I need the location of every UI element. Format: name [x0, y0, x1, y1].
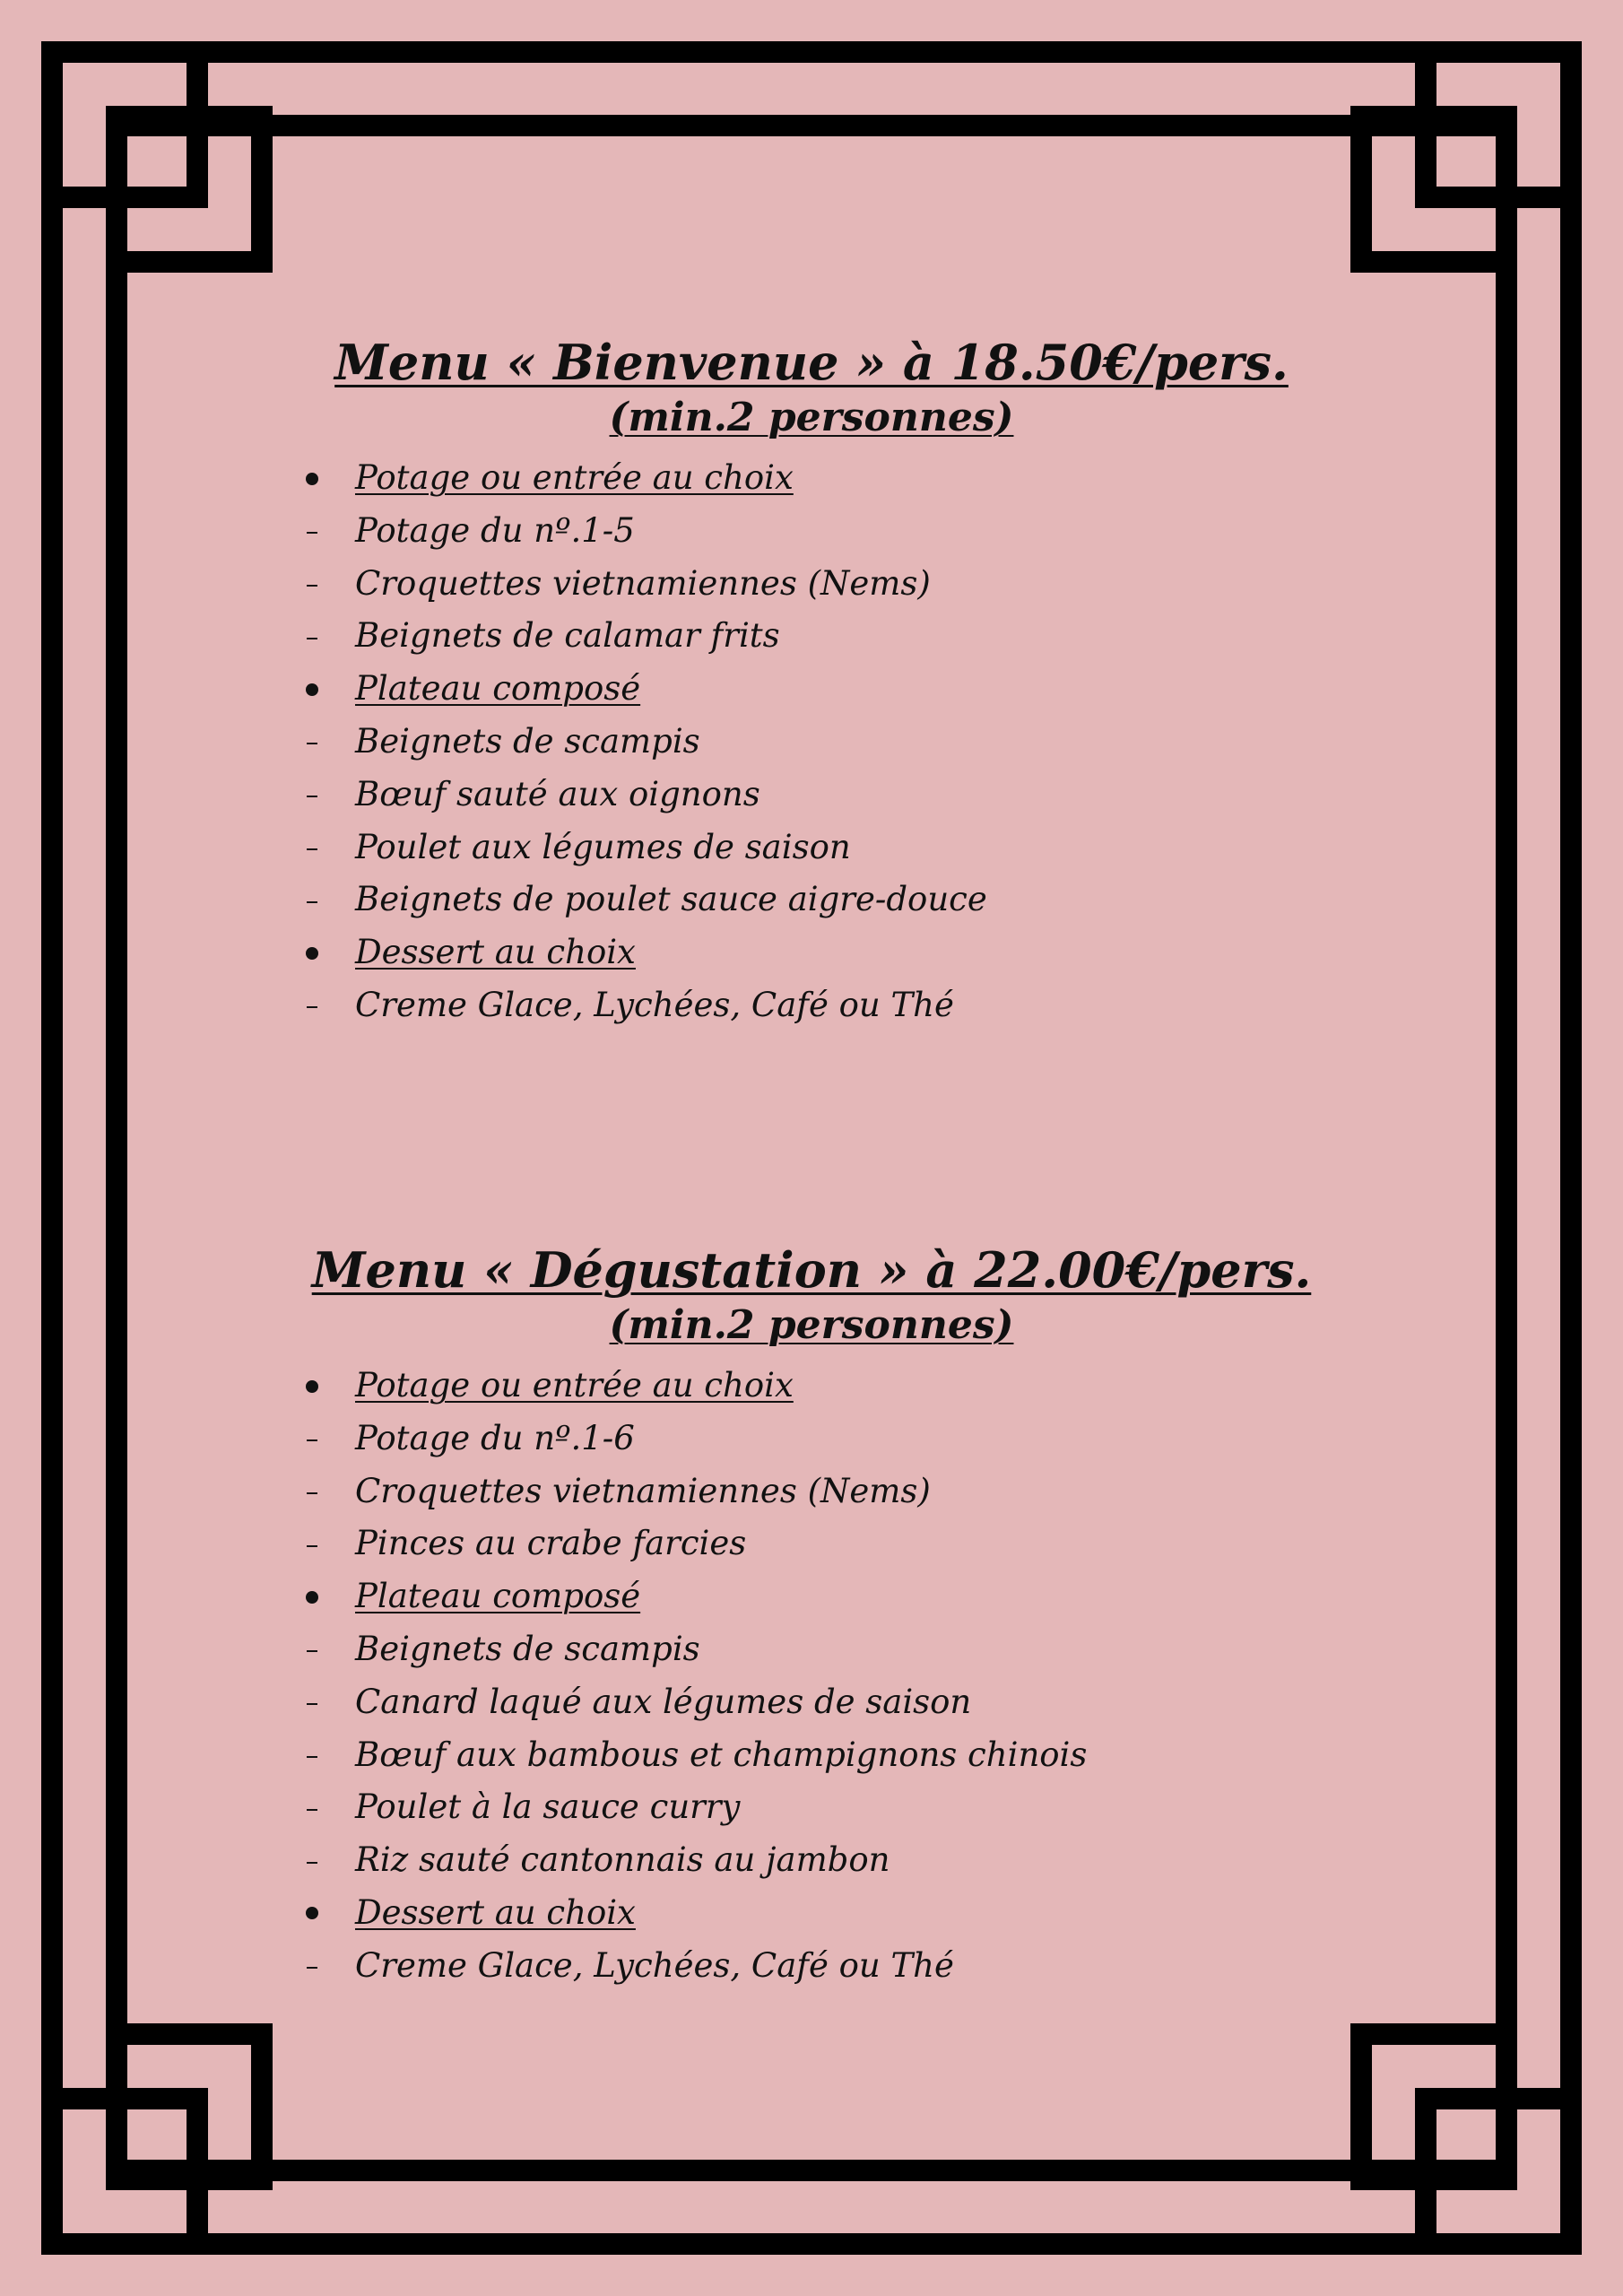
- list-item: Croquettes vietnamiennes (Nems): [0, 1465, 1623, 1518]
- list-item: Poulet à la sauce curry: [0, 1781, 1623, 1834]
- list-item: Plateau composé: [0, 1570, 1623, 1623]
- dash-icon: [301, 822, 323, 874]
- dash-icon: [301, 558, 323, 611]
- list-item: Beignets de calamar frits: [0, 610, 1623, 663]
- dash-icon: [301, 874, 323, 926]
- list-item: Potage ou entrée au choix: [0, 1360, 1623, 1413]
- bullet-icon: [301, 1887, 323, 1940]
- dash-icon: [301, 1940, 323, 1993]
- menu-degustation: [0, 1239, 1623, 1993]
- dash-icon: [301, 1676, 323, 1729]
- menu-subtitle: (min.2 personnes): [609, 395, 1014, 440]
- bullet-icon: [301, 926, 323, 979]
- list-item: Croquettes vietnamiennes (Nems): [0, 558, 1623, 611]
- list-item: Potage ou entrée au choix: [0, 452, 1623, 505]
- bullet-icon: [301, 1570, 323, 1623]
- list-item: Bœuf sauté aux oignons: [0, 769, 1623, 822]
- dash-icon: [301, 1729, 323, 1782]
- dash-icon: [301, 1518, 323, 1570]
- list-item: Poulet aux légumes de saison: [0, 822, 1623, 874]
- menu-bienvenue: [0, 332, 1623, 1032]
- list-item: Potage du nº.1-6: [0, 1413, 1623, 1465]
- list-item: Creme Glace, Lychées, Café ou Thé: [0, 1940, 1623, 1993]
- list-item: Plateau composé: [0, 663, 1623, 716]
- list-item: Beignets de scampis: [0, 1623, 1623, 1676]
- bullet-icon: [301, 663, 323, 716]
- bullet-icon: [301, 1360, 323, 1413]
- dash-icon: [301, 1623, 323, 1676]
- dash-icon: [301, 1413, 323, 1465]
- dash-icon: [301, 1834, 323, 1887]
- list-item: Beignets de poulet sauce aigre-douce: [0, 874, 1623, 926]
- dash-icon: [301, 1781, 323, 1834]
- list-item: Bœuf aux bambous et champignons chinois: [0, 1729, 1623, 1782]
- dash-icon: [301, 769, 323, 822]
- menu-subtitle: (min.2 personnes): [609, 1302, 1014, 1348]
- list-item: Riz sauté cantonnais au jambon: [0, 1834, 1623, 1887]
- list-item: Beignets de scampis: [0, 716, 1623, 769]
- menu-item-list: [0, 1360, 1623, 1993]
- list-item: Dessert au choix: [0, 1887, 1623, 1940]
- dash-icon: [301, 979, 323, 1032]
- list-item: Canard laqué aux légumes de saison: [0, 1676, 1623, 1729]
- menu-title: Menu « Bienvenue » à 18.50€/pers.: [334, 334, 1289, 391]
- list-item: Dessert au choix: [0, 926, 1623, 979]
- dash-icon: [301, 716, 323, 769]
- list-item: Creme Glace, Lychées, Café ou Thé: [0, 979, 1623, 1032]
- menu-title: Menu « Dégustation » à 22.00€/pers.: [311, 1241, 1312, 1299]
- bullet-icon: [301, 452, 323, 505]
- list-item: Pinces au crabe farcies: [0, 1518, 1623, 1570]
- dash-icon: [301, 610, 323, 663]
- dash-icon: [301, 505, 323, 558]
- dash-icon: [301, 1465, 323, 1518]
- list-item: Potage du nº.1-5: [0, 505, 1623, 558]
- menu-item-list: [0, 452, 1623, 1032]
